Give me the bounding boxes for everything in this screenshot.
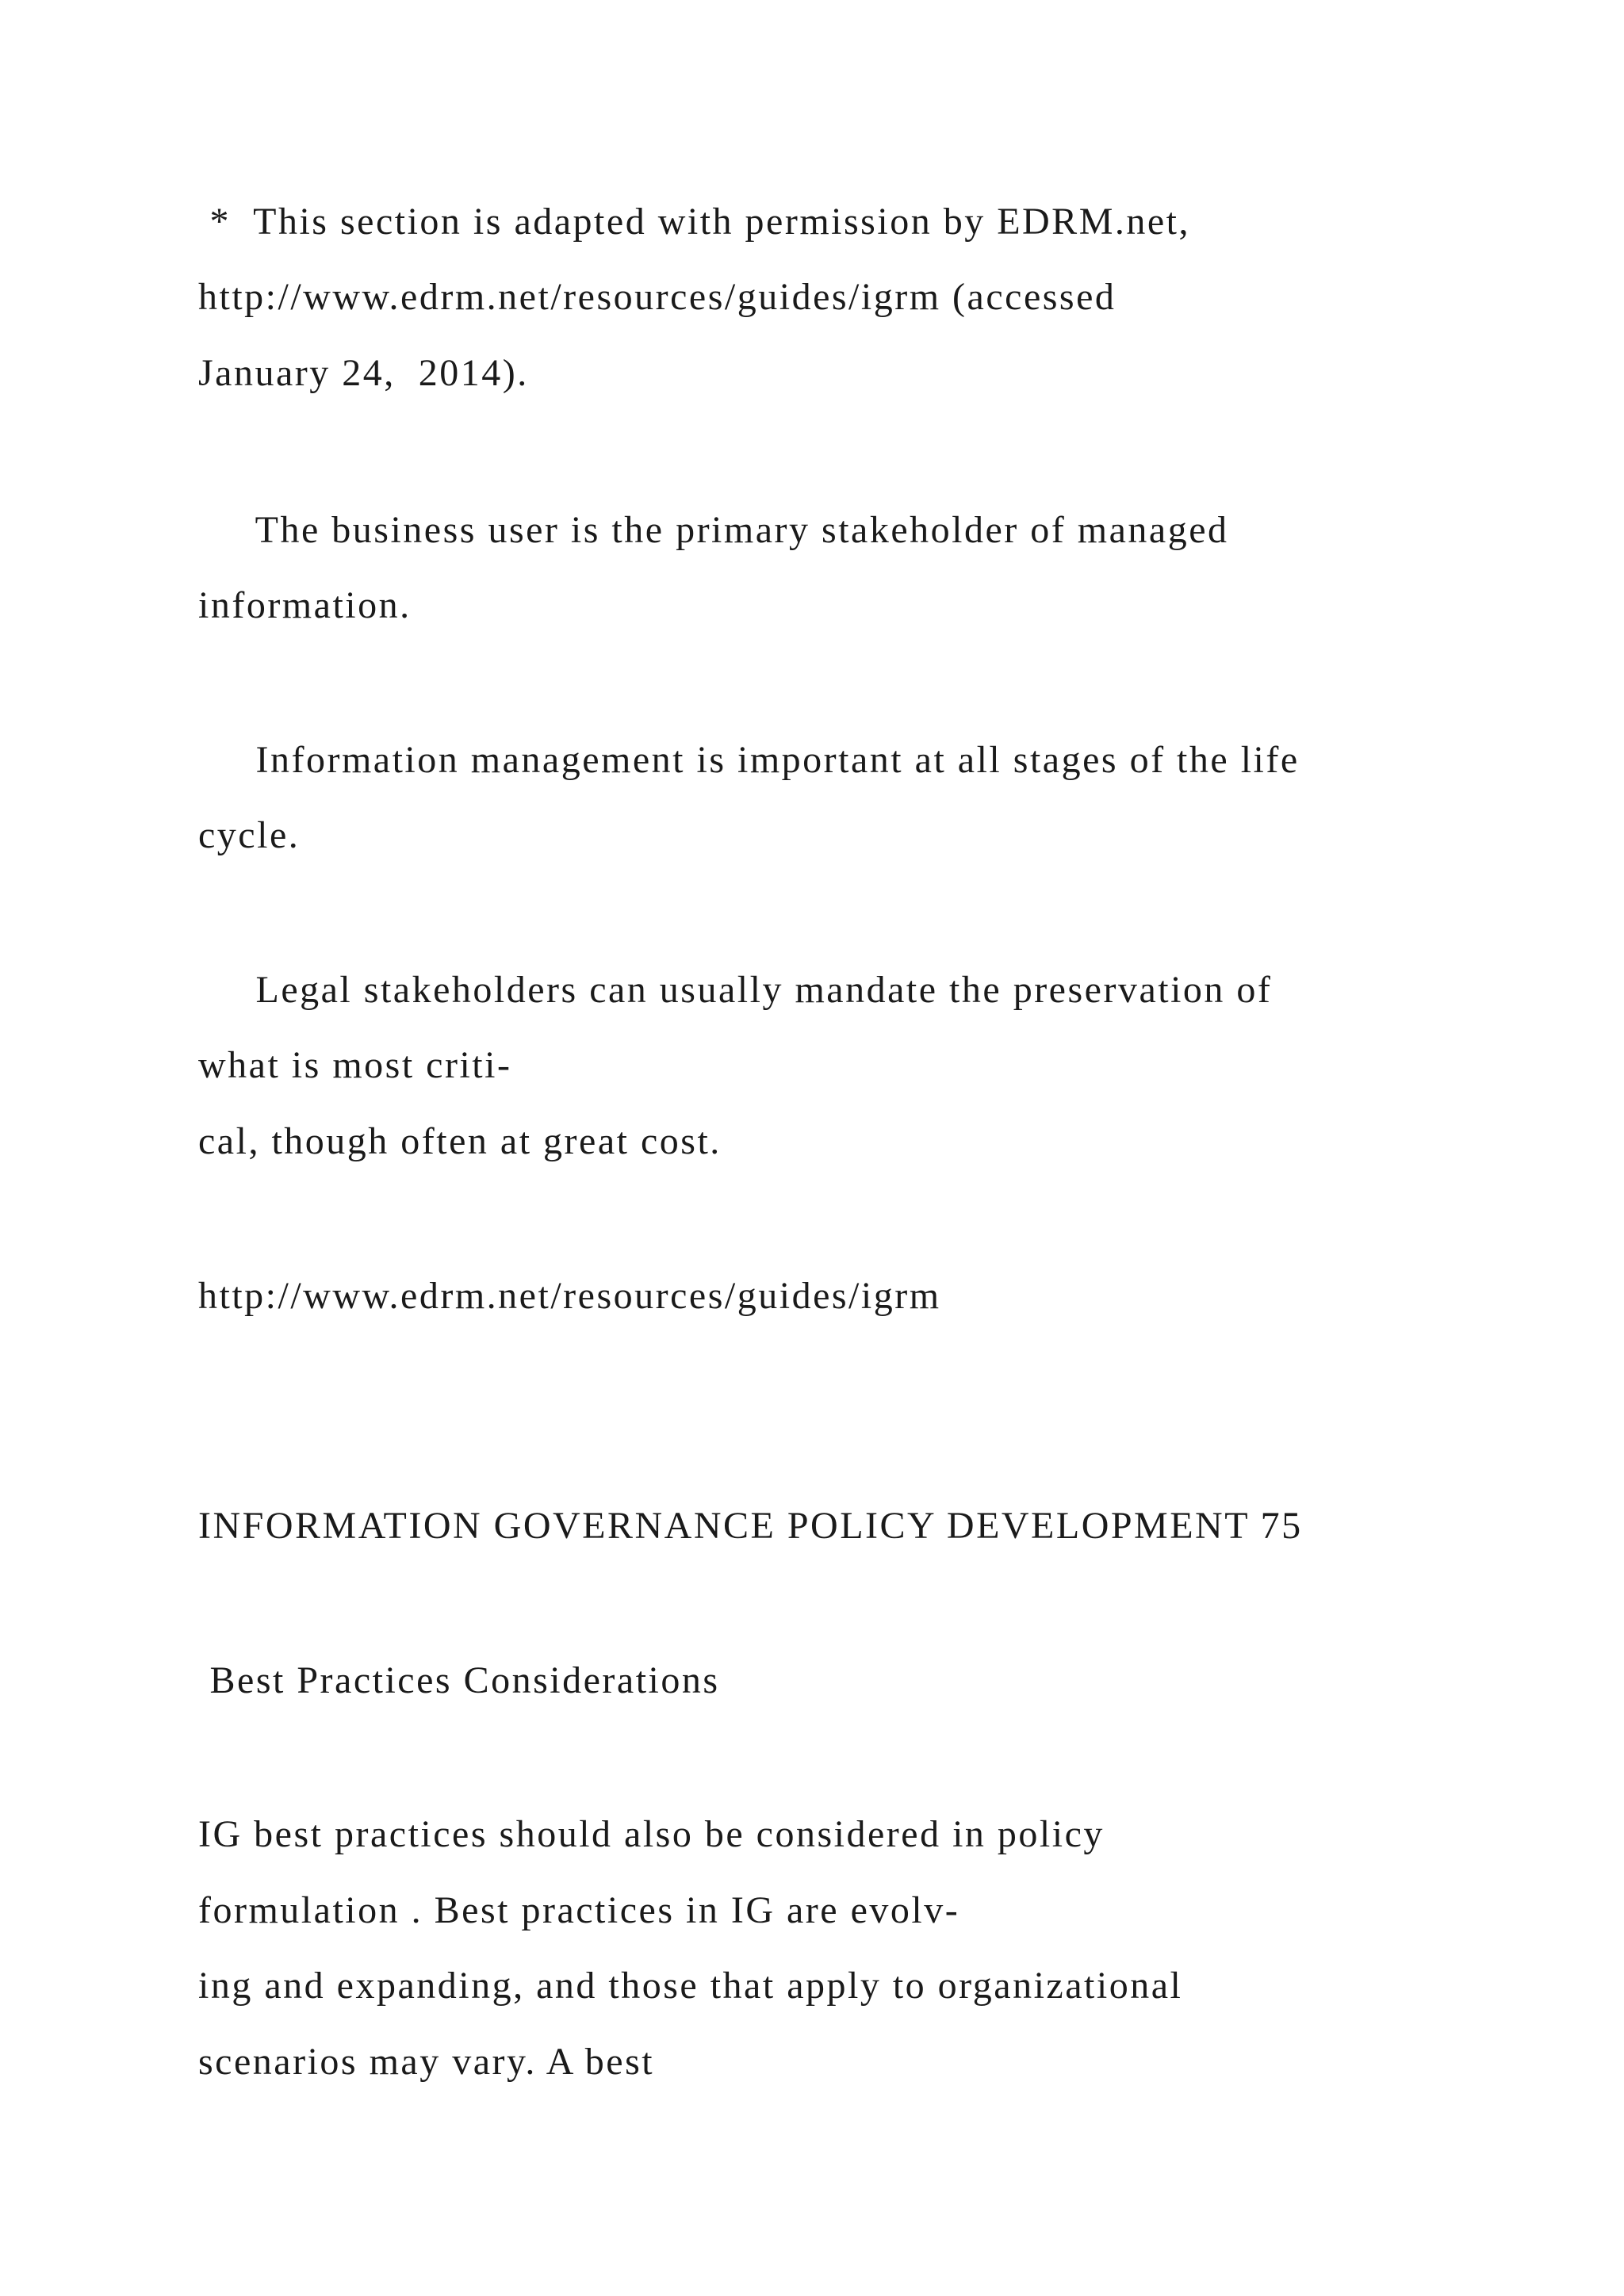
body-line: IG best practices should also be considered in policy xyxy=(198,1813,1105,1855)
running-header: INFORMATION GOVERNANCE POLICY DEVELOPMENT 75 xyxy=(198,1505,1303,1547)
point-line: cycle. xyxy=(198,814,301,856)
section-heading: Best Practices Considerations xyxy=(198,1659,720,1701)
footnote-line: * This section is adapted with permission by EDRM.net, xyxy=(198,201,1191,243)
body-line: ing and expanding, and those that apply to organizational xyxy=(198,1965,1183,2007)
footnote-line: January 24, 2014). xyxy=(198,352,529,394)
body-line: formulation . Best practices in IG are evolv- xyxy=(198,1889,960,1931)
body-line: scenarios may vary. A best xyxy=(198,2041,655,2083)
point-line: information. xyxy=(198,584,412,626)
footnote-line: http://www.edrm.net/resources/guides/igrm (accessed xyxy=(198,276,1116,318)
point-line: cal, though often at great cost. xyxy=(198,1120,722,1162)
url-text: http://www.edrm.net/resources/guides/igrm xyxy=(198,1275,941,1317)
point-line: what is most criti- xyxy=(198,1044,512,1086)
point-line: Information management is important at all stages of the life xyxy=(198,739,1300,781)
point-line: The business user is the primary stakeholder of managed xyxy=(198,509,1229,551)
point-line: Legal stakeholders can usually mandate the preservation of xyxy=(198,969,1273,1011)
